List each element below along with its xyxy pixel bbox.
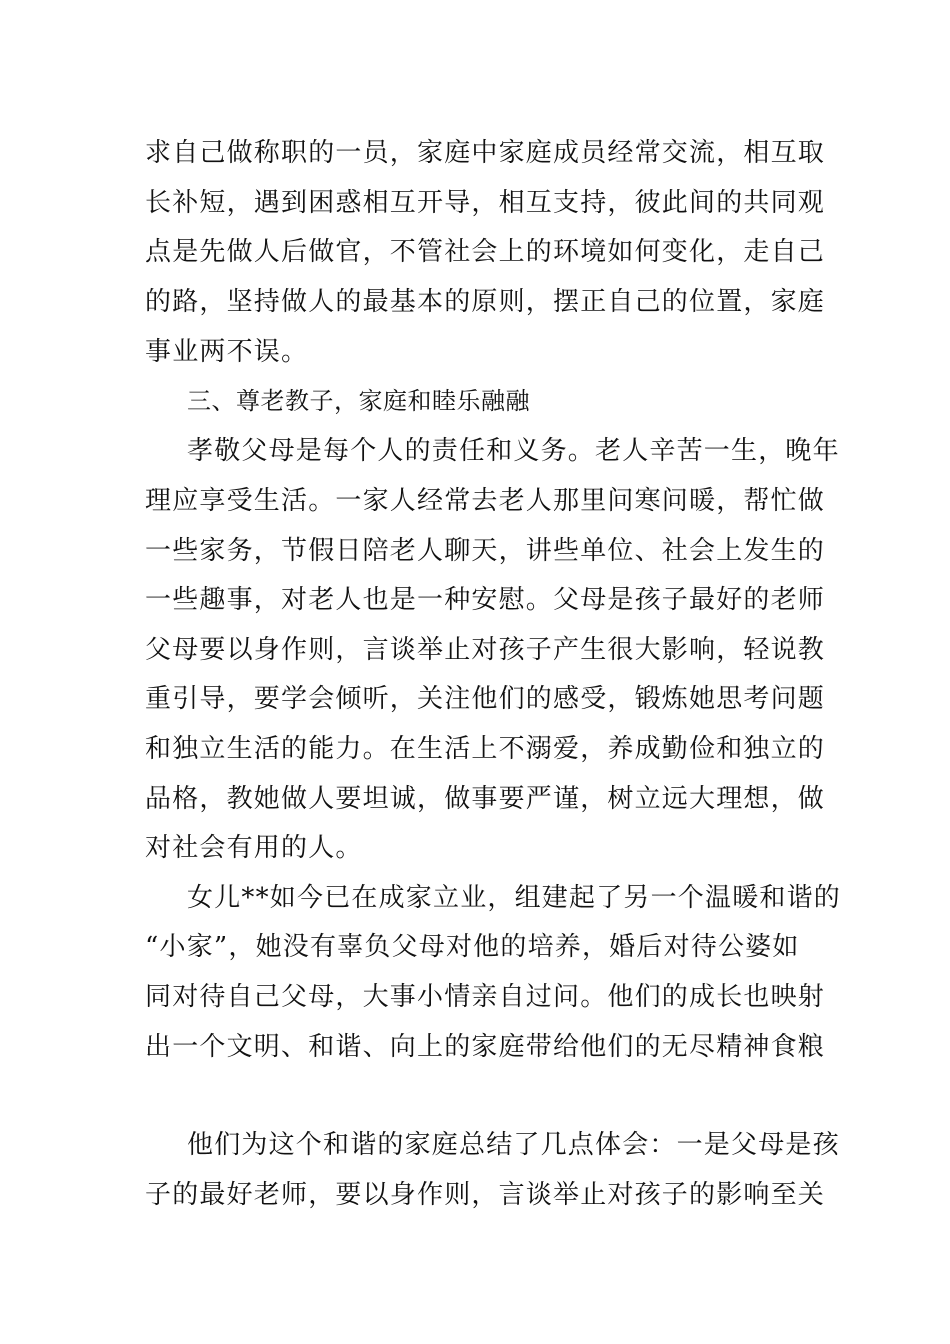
text-line: 子的最好老师，要以身作则，言谈举止对孩子的影响至关 [145, 1180, 826, 1210]
text-line: 和独立生活的能力。在生活上不溺爱，养成勤俭和独立的 [145, 734, 826, 764]
text-line: “小家”，她没有辜负父母对他的培养，婚后对待公婆如 [145, 932, 800, 962]
text-line: 同对待自己父母，大事小情亲自过问。他们的成长也映射 [145, 982, 826, 1012]
text-line: 事业两不误。 [145, 337, 309, 367]
text-line: 求自己做称职的一员，家庭中家庭成员经常交流，相互取 [145, 138, 826, 168]
text-line: 理应享受生活。一家人经常去老人那里问寒问暖，帮忙做 [145, 486, 826, 516]
text-line: 一些趣事，对老人也是一种安慰。父母是孩子最好的老师 [145, 585, 826, 615]
text-line: 对社会有用的人。 [145, 833, 363, 863]
text-line: 品格，教她做人要坦诚，做事要严谨，树立远大理想，做 [145, 784, 826, 814]
text-line: 的路，坚持做人的最基本的原则，摆正自己的位置，家庭 [145, 287, 826, 317]
text-line: 长补短，遇到困惑相互开导，相互支持，彼此间的共同观 [145, 188, 826, 218]
text-line: 点是先做人后做官，不管社会上的环境如何变化，走自己 [145, 237, 826, 267]
text-line: 女儿**如今已在成家立业，组建起了另一个温暖和谐的 [187, 883, 842, 913]
text-line: 重引导，要学会倾听，关注他们的感受，锻炼她思考问题 [145, 684, 826, 714]
text-line: 出一个文明、和谐、向上的家庭带给他们的无尽精神食粮 [145, 1032, 826, 1062]
section-heading: 三、尊老教子，家庭和睦乐融融 [187, 387, 530, 415]
text-line: 父母要以身作则，言谈举止对孩子产生很大影响，轻说教 [145, 635, 826, 665]
text-line: 他们为这个和谐的家庭总结了几点体会：一是父母是孩 [187, 1130, 840, 1160]
text-line: 一些家务，节假日陪老人聊天，讲些单位、社会上发生的 [145, 536, 826, 566]
text-line: 孝敬父母是每个人的责任和义务。老人辛苦一生，晚年 [187, 436, 840, 466]
